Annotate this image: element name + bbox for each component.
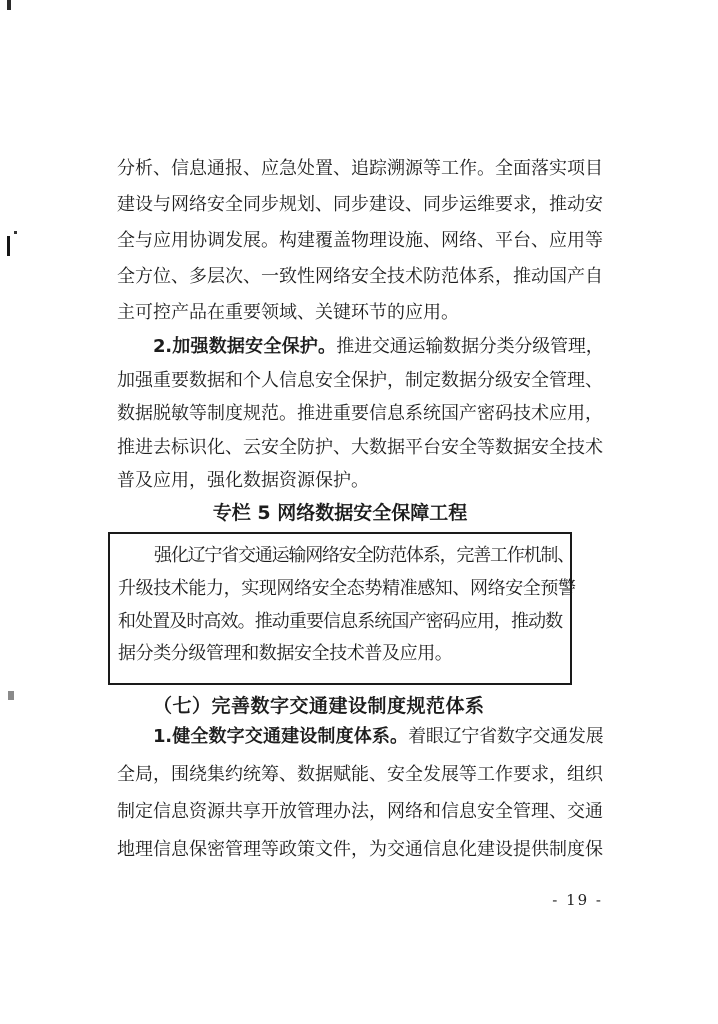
text-line — [117, 330, 603, 364]
text-run: 推进交通运输数据分类分级管理， — [336, 336, 604, 357]
paragraph-institution-system — [117, 718, 603, 868]
paragraph-lead-bold: 1.健全数字交通建设制度体系。 — [153, 726, 409, 747]
text-run: 着眼辽宁省数字交通发展 — [408, 726, 603, 747]
text-line: 和处置及时高效。推动重要信息系统国产密码应用，推动数 — [118, 610, 562, 632]
text-line: 推进去标识化、云安全防护、大数据平台安全等数据安全技术 — [117, 436, 603, 458]
scan-artifact-top — [7, 0, 11, 10]
scan-artifact-left — [7, 236, 10, 256]
paragraph-network-security — [117, 151, 603, 331]
text-line: 全方位、多层次、一致性网络安全技术防范体系，推动国产自 — [117, 266, 603, 287]
text-line: 全局，围绕集约统筹、数据赋能、安全发展等工作要求，组织 — [117, 763, 603, 785]
text-line: 全与应用协调发展。构建覆盖物理设施、网络、平台、应用等 — [117, 230, 603, 251]
text-line: 普及应用，强化数据资源保护。 — [117, 470, 369, 491]
text-line: 地理信息保密管理等政策文件，为交通信息化建设提供制度保 — [117, 838, 603, 860]
page-number: - 19 - — [552, 891, 603, 909]
text-line: 主可控产品在重要领域、关键环节的应用。 — [117, 302, 459, 323]
scan-artifact-bottom — [8, 691, 14, 700]
scan-artifact-dot — [14, 231, 17, 234]
section-heading-seven: （七）完善数字交通建设制度规范体系 — [153, 695, 485, 717]
text-line: 数据脱敏等制度规范。推进重要信息系统国产密码技术应用， — [117, 403, 603, 424]
text-line: 强化辽宁省交通运输网络安全防范体系，完善工作机制、 — [154, 545, 574, 566]
special-column-box — [108, 532, 576, 685]
text-line: 建设与网络安全同步规划、同步建设、同步运维要求，推动安 — [117, 194, 603, 215]
text-line: 分析、信息通报、应急处置、追踪溯源等工作。全面落实项目 — [117, 158, 603, 179]
text-line: 制定信息资源共享开放管理办法，网络和信息安全管理、交通 — [117, 801, 603, 822]
special-column-title: 专栏 5 网络数据安全保障工程 — [212, 502, 468, 524]
text-line — [117, 718, 603, 756]
text-line: 加强重要数据和个人信息安全保护，制定数据分级安全管理、 — [117, 369, 603, 391]
text-line: 升级技术能力，实现网络安全态势精准感知、网络安全预警 — [118, 577, 576, 599]
text-line: 据分类分级管理和数据安全技术普及应用。 — [118, 643, 453, 665]
paragraph-lead-bold: 2.加强数据安全保护。 — [153, 336, 337, 357]
paragraph-data-security — [117, 330, 603, 498]
